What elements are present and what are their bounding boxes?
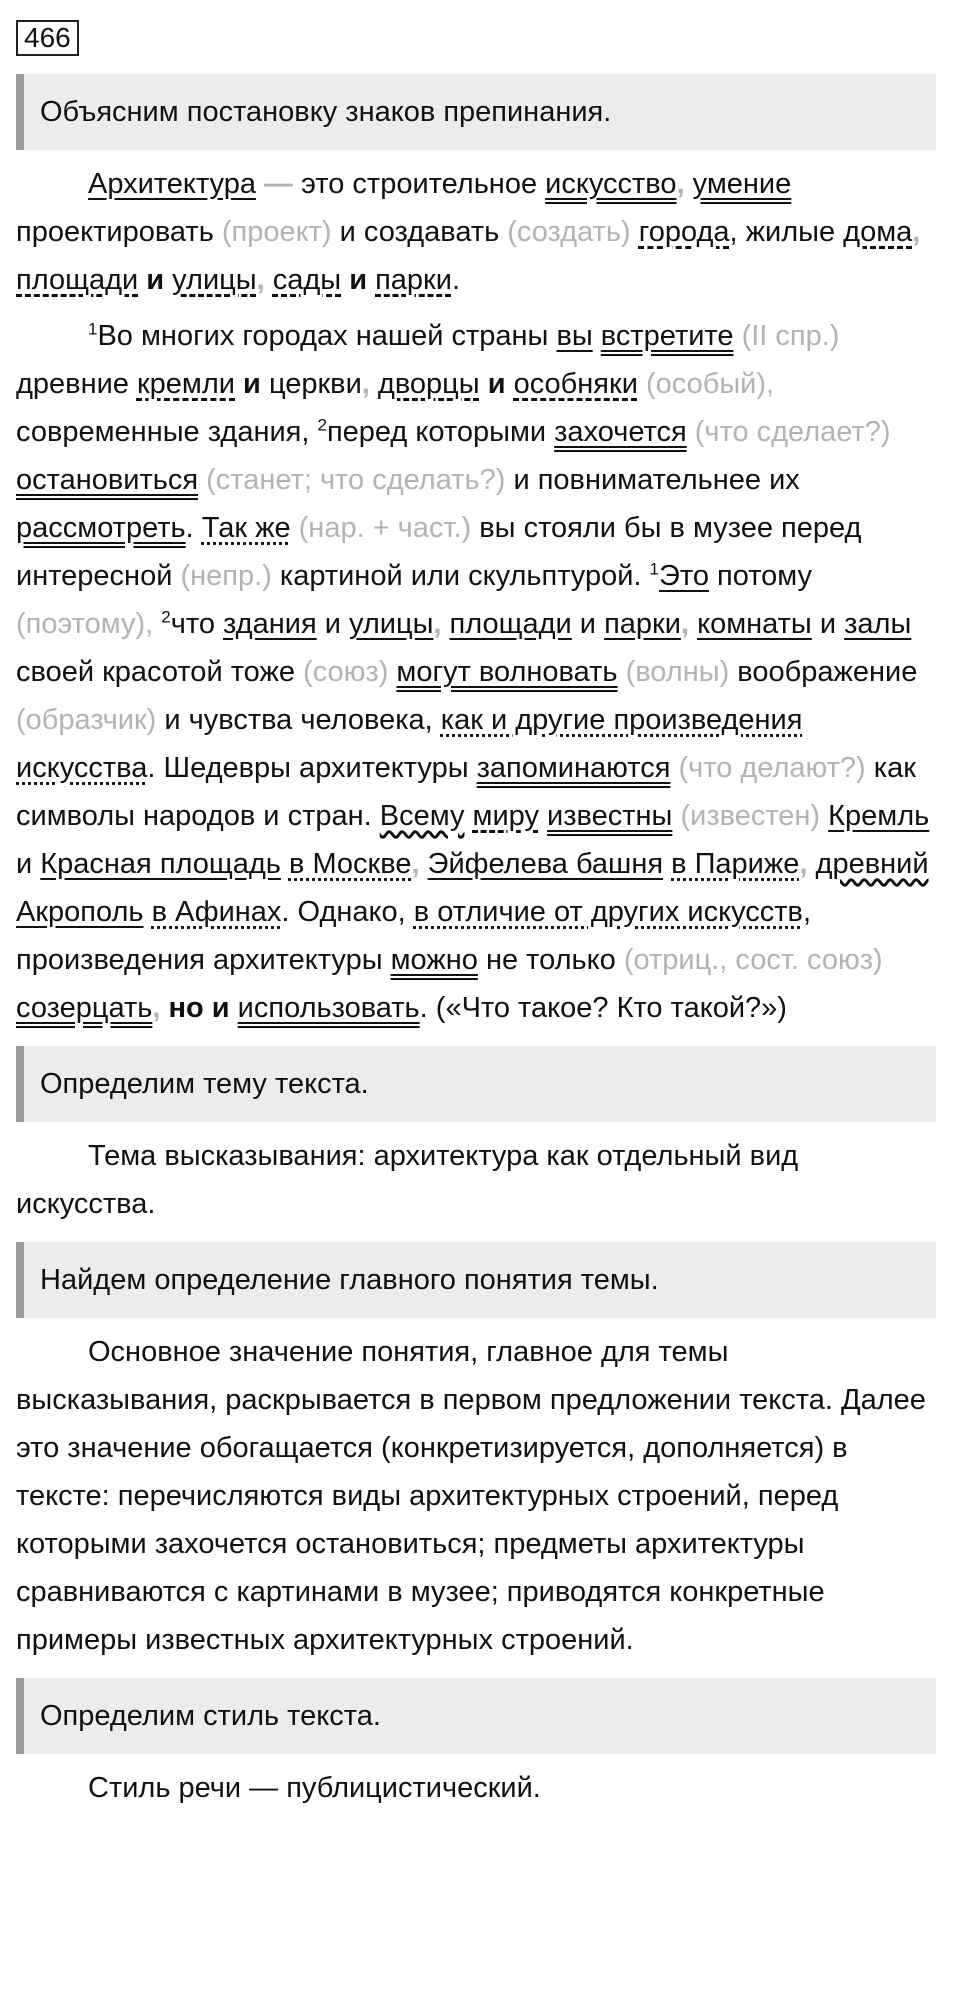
text-paragraph-2 (16, 312, 936, 1032)
page (16, 14, 936, 1820)
text-fragment: , жилые (729, 216, 844, 248)
text-word: проектировать (16, 216, 214, 248)
conjunction-word: и (349, 264, 368, 296)
comparative-phrase: как и другие произведения искусства (16, 704, 803, 784)
text-fragment: . Однако, (281, 896, 414, 928)
subject-word: Эйфелева башня (427, 848, 664, 880)
subject-word: Кремль (828, 800, 930, 832)
note-text: (проект) (213, 216, 340, 248)
section-header-theme: Определим тему текста. (16, 1046, 936, 1122)
note-text: (поэтому), (16, 608, 162, 640)
text-fragment: . Шедевры архитектуры (147, 752, 477, 784)
predicate-word: искусство (545, 168, 677, 200)
object-word: дома (843, 216, 913, 248)
text-paragraph-1 (16, 160, 936, 304)
subject-word: улицы (348, 608, 434, 640)
conjunction-word: и (235, 368, 269, 400)
text-fragment (230, 992, 238, 1024)
style-paragraph: Стиль речи — публицистический. (88, 1772, 541, 1804)
text-fragment: и (811, 608, 845, 640)
text-word: церкви (268, 368, 362, 400)
comma-mark: , (680, 608, 698, 640)
comma-mark: , (152, 992, 169, 1024)
note-text: (станет; что сделать?) (198, 464, 514, 496)
text-fragment: и (571, 608, 605, 640)
text-fragment: своей красотой тоже (16, 656, 304, 688)
text-fragment (281, 848, 289, 880)
note-text: (союз) (303, 656, 397, 688)
subject-word: залы (844, 608, 912, 640)
comma-mark: , (361, 368, 378, 400)
text-fragment: и (513, 464, 538, 496)
predicate-word: известны (547, 800, 673, 832)
clause-number: 2 (161, 607, 171, 627)
clause-number: 1 (649, 559, 660, 579)
predicate-word: созерцать (16, 992, 153, 1024)
predicate-word: остановиться (16, 464, 199, 496)
conjunction-word: и (479, 368, 514, 400)
text-fragment: и (16, 848, 41, 880)
subject-word: парки (604, 608, 681, 640)
conjunction-word: но и (168, 992, 230, 1024)
text-fragment (164, 264, 172, 296)
clause-number: 2 (317, 415, 327, 435)
text-fragment: картиной или скульптурой. (279, 560, 650, 592)
note-text: (II спр.) (733, 320, 840, 352)
text-fragment: повнимательнее их (537, 464, 800, 496)
adverbial-word: в Москве (288, 848, 412, 880)
text-fragment: что (170, 608, 224, 640)
adverbial-phrase: в отличие от других искусств (413, 896, 803, 928)
subject-word: Красная площадь (40, 848, 281, 880)
object-word: кремли (136, 368, 235, 400)
note-text: (что сделает?) (686, 416, 891, 448)
note-text: (волны) (617, 656, 738, 688)
note-text: (что делают?) (670, 752, 874, 784)
text-fragment: Во многих городах нашей страны (97, 320, 557, 352)
comma-mark: , (912, 216, 921, 248)
text-fragment: и (316, 608, 349, 640)
text-fragment: , произведения архитектуры (16, 896, 812, 976)
text-fragment (709, 560, 717, 592)
text-fragment (341, 264, 349, 296)
attribute-word: Всему (379, 800, 465, 832)
predicate-word: использовать (237, 992, 420, 1024)
note-text: (создать) (499, 216, 639, 248)
text-word: воображение (737, 656, 918, 688)
text-fragment (539, 800, 547, 832)
subject-word: вы (556, 320, 593, 352)
text-fragment (663, 848, 671, 880)
text-fragment: это строительное (301, 168, 546, 200)
predicate-word: можно (390, 944, 478, 976)
subject-word: Архитектура (88, 168, 256, 200)
dash-mark: — (255, 168, 302, 200)
comma-mark: , (411, 848, 428, 880)
section-header-punctuation: Объясним постановку знаков препинания. (16, 74, 936, 150)
note-text: (известен) (672, 800, 829, 832)
note-text: (особый), (637, 368, 775, 400)
comma-mark: , (256, 264, 273, 296)
text-word: потому (717, 560, 813, 592)
object-word: улицы (172, 264, 257, 296)
text-fragment (593, 320, 601, 352)
object-word: особняки (513, 368, 638, 400)
note-text: (непр.) (172, 560, 280, 592)
text-fragment: . (451, 264, 460, 296)
note-text: (образчик) (16, 704, 165, 736)
object-word: дворцы (377, 368, 480, 400)
adverbial-word: Так же (201, 512, 291, 544)
subject-word: комнаты (697, 608, 812, 640)
definition-paragraph: Основное значение понятия, главное для темы высказывания, раскрывается в первом предложении текста. Далее это значение обогащается (конкретизируется, дополняется) в тексте: перечисляются виды архитектурных строений, перед которыми захочется остановиться; предметы архитектуры сравниваются с картинами в музее; приводятся конкретные примеры известных архитектурных строений. (16, 1336, 926, 1656)
text-fragment: древние (16, 368, 137, 400)
predicate-word: могут волновать (396, 656, 618, 688)
text-fragment: не только (477, 944, 616, 976)
attribute-word: древний (815, 848, 929, 880)
adverbial-word: в Афинах (151, 896, 282, 928)
text-fragment: вы стояли бы в музее перед интересной (16, 512, 862, 592)
text-fragment (464, 800, 472, 832)
comma-mark: , (799, 848, 816, 880)
text-fragment: современные здания, (16, 416, 318, 448)
text-fragment: . («Что такое? Кто такой?») (419, 992, 787, 1024)
text-fragment (367, 264, 375, 296)
object-word: площади (16, 264, 139, 296)
text-fragment (144, 896, 152, 928)
subject-word: Акрополь (16, 896, 144, 928)
predicate-word: умение (692, 168, 792, 200)
text-fragment: перед которыми (326, 416, 555, 448)
subject-word: Это (659, 560, 709, 592)
object-word: миру (472, 800, 539, 832)
object-word: города (638, 216, 730, 248)
adverbial-word: в Париже (671, 848, 800, 880)
object-word: парки (375, 264, 452, 296)
predicate-word: встретите (600, 320, 734, 352)
text-fragment: и (339, 216, 364, 248)
theme-paragraph: Тема высказывания: архитектура как отдельный вид искусства. (16, 1140, 799, 1220)
conjunction-word: и (146, 264, 165, 296)
text-word: создавать (363, 216, 500, 248)
text-fragment: как символы народов и стран. (16, 752, 916, 832)
subject-word: здания (223, 608, 317, 640)
object-word: сады (272, 264, 342, 296)
clause-number: 1 (88, 319, 98, 339)
predicate-word: рассмотреть (16, 512, 186, 544)
text-fragment: и чувства человека, (164, 704, 441, 736)
note-text: (отриц., сост. союз) (615, 944, 883, 976)
section-header-style: Определим стиль текста. (16, 1678, 936, 1754)
note-text: (нар. + част.) (290, 512, 480, 544)
comma-mark: , (433, 608, 450, 640)
comma-mark: , (676, 168, 693, 200)
predicate-word: захочется (554, 416, 687, 448)
exercise-number: 466 (16, 20, 79, 56)
text-fragment: . (185, 512, 202, 544)
predicate-word: запоминаются (476, 752, 671, 784)
section-header-definition: Найдем определение главного понятия темы. (16, 1242, 936, 1318)
subject-word: площади (449, 608, 572, 640)
